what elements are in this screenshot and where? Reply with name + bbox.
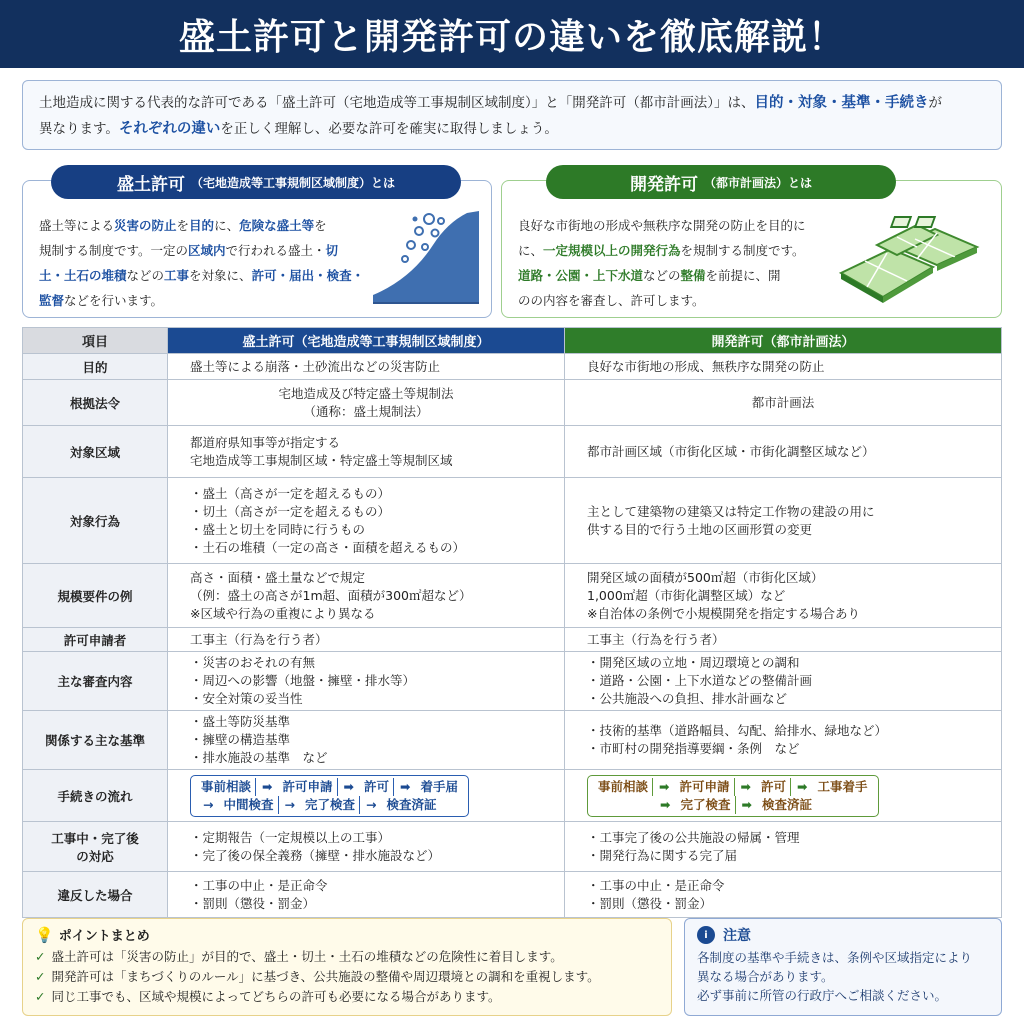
flow-step: 検査済証 [386,796,437,812]
cell-line: ・安全対策の妥当性 [190,691,303,706]
table-cell [168,628,565,652]
table-row [23,652,1002,711]
intro-text: 土地造成に関する代表的な許可である「盛土許可（宅地造成等工事規制区域制度）」と「開発許可（都市計画法）」は、 [39,95,755,111]
flow-step: 事前相談 [197,778,256,796]
row-label [23,711,168,770]
row-label [23,628,168,652]
flow-row [197,796,462,814]
arrow-icon: → [284,796,295,812]
cell-line: ※区域や行為の重複により異なる [190,605,376,621]
arrow-icon: → [366,796,377,812]
table-cell [168,652,565,711]
intro-text: 異なります。 [39,121,119,137]
table-cell [565,478,1002,564]
flow-step: 工事着手 [817,778,868,794]
text: のの内容を審査し、許可します。 [518,293,705,308]
table-cell [565,770,1002,822]
morido-card-text [39,213,374,313]
cell-line: ・完了後の保全義務（擁壁・排水施設など） [190,847,441,863]
row-label [23,652,168,711]
table-cell [565,872,1002,918]
cell-line: 盛土等による崩落・土砂流出などの災害防止 [190,358,441,374]
text: 切 [325,243,339,258]
note-line: 異なる場合があります。 [697,969,834,984]
check-icon: ✓ [35,949,46,964]
table-cell [168,380,565,426]
flow-row [594,796,872,814]
cell-line: 宅地造成及び特定盛土等規制法 [278,385,454,401]
flow-step: 許可申請 [676,778,735,796]
note-box [684,918,1002,1016]
text: 規制する制度です。一定の [39,243,189,258]
cell-line: 1,000㎡超（市街化調整区域）など [587,587,786,603]
table-cell [168,770,565,822]
cell-line: ・定期報告（一定規模以上の工事） [190,829,391,845]
cell-line: ・盛土（高さが一定を超えるもの） [190,485,391,501]
table-row [23,872,1002,918]
text: に、 [214,218,240,233]
lightbulb-icon: 💡 [35,925,54,944]
arrow-icon: ➡ [262,778,273,794]
arrow-icon: ➡ [741,796,752,812]
point-text: 同じ工事でも、区域や規模によってどちらの許可も必要になる場合があります。 [51,989,501,1004]
flow-step: 中間検査 [219,796,278,814]
arrow-icon: ➡ [797,778,808,794]
note-line: 各制度の基準や手続きは、条例や区域指定により [697,950,973,965]
table-row [23,628,1002,652]
cell-line: 良好な市街地の形成、無秩序な開発の防止 [587,358,825,374]
cell-line: ・盛土等防災基準 [190,714,291,729]
cell-line: ・工事の中止・是正命令 [190,877,328,893]
flow-row [197,778,462,796]
cell-line: 供する目的で行う土地の区画形質の変更 [587,521,813,537]
row-label-text: 規模要件の例 [57,588,133,604]
table-cell [565,426,1002,478]
table-row [23,711,1002,770]
table-cell [565,564,1002,628]
flow-step: 検査済証 [761,796,812,812]
table-cell [565,628,1002,652]
row-label-text: 対象行為 [69,513,120,529]
card-title-text: 盛土許可 [116,174,185,195]
table-row [23,822,1002,872]
cell-line: ・罰則（懲役・罰金） [190,895,316,911]
table-cell [565,380,1002,426]
flow-step: 許可申請 [279,778,338,796]
cell-line: ・切土（高さが一定を超えるもの） [190,503,391,519]
arrow-icon: ➡ [660,796,671,812]
intro-text: を正しく理解し、必要な許可を確実に取得しましょう。 [220,121,558,137]
row-label-text: 手続きの流れ [57,788,133,804]
cell-line: ・開発行為に関する完了届 [587,847,738,863]
points-title: ポイントまとめ [58,929,150,944]
cell-line: 都道府県知事等が指定する [190,434,341,450]
table-cell [565,711,1002,770]
table-row [23,564,1002,628]
text: 整備 [680,268,706,283]
text: を前提に、開 [705,268,781,283]
check-icon: ✓ [35,969,46,984]
flow-step: 事前相談 [594,778,653,796]
intro-box [22,80,1002,150]
table-row [23,478,1002,564]
note-line: 必ず事前に所管の行政庁へご相談ください。 [697,988,948,1003]
note-header [697,925,989,945]
table-row [23,426,1002,478]
text: 監督 [39,293,65,308]
text: 一定規模以上の開発行為 [543,243,681,258]
row-label-text: 工事中・完了後 [51,830,139,846]
land-parcels-icon [837,211,987,303]
cell-line: 宅地造成等工事規制区域・特定盛土等規制区域 [190,452,453,468]
cell-line: ・罰則（懲役・罰金） [587,895,713,911]
kaihatsu-card-title [546,165,896,199]
procedure-flow [190,775,469,817]
text: に、 [518,243,544,258]
table-cell [168,711,565,770]
table-cell [565,822,1002,872]
points-summary [22,918,672,1016]
morido-card [22,174,492,318]
row-label [23,770,168,822]
cell-line: ・土石の堆積（一定の高さ・面積を超えるもの） [190,539,466,555]
text: で行われる盛土・ [225,243,326,258]
check-icon: ✓ [35,989,46,1004]
cell-line: ・開発区域の立地・周辺環境との調和 [587,655,800,670]
point-item [35,987,659,1007]
row-label [23,478,168,564]
flow-step: 許可 [757,778,791,796]
row-label-text: の対応 [76,848,114,864]
cell-line: 開発区域の面積が500㎡超（市街化区域） [587,569,824,585]
procedure-flow [587,775,879,817]
text: などの [126,268,165,283]
text: を対象に、 [189,268,252,283]
row-label [23,380,168,426]
cell-line: 都市計画法 [751,394,815,410]
header-item: 項目 [23,328,168,354]
table-cell [168,564,565,628]
text: 危険な盛土等 [239,218,315,233]
cell-line: ・災害のおそれの有無 [190,655,316,670]
row-label-text: 許可申請者 [63,632,127,648]
arrow-icon: ➡ [400,778,411,794]
morido-card-title [51,165,461,199]
text: 許可・届出・検査・ [251,268,365,283]
row-label [23,822,168,872]
table-cell [168,426,565,478]
card-title-text: 開発許可 [629,174,698,195]
kaihatsu-card-text [518,213,834,313]
point-item [35,967,659,987]
info-icon: i [697,926,715,944]
text: を規制する制度です。 [680,243,805,258]
cell-line: （例：盛土の高さが1m超、面積が300㎡超など） [190,587,472,603]
text: 災害の防止 [114,218,177,233]
row-label [23,426,168,478]
cell-line: ・周辺への影響（地盤・擁壁・排水等） [190,673,416,688]
row-label-text: 根拠法令 [69,395,120,411]
arrow-icon: ➡ [740,778,751,794]
flow-step: 許可 [360,778,394,796]
text: などの [643,268,681,283]
cell-line: ・技術的基準（道路幅員、勾配、給排水、緑地など） [587,723,888,738]
arrow-icon: ➡ [659,778,670,794]
cell-line: ・道路・公園・上下水道などの整備計画 [587,673,813,688]
table-cell [565,354,1002,380]
table-cell [168,872,565,918]
cell-line: ・公共施設への負担、排水計画など [587,691,788,706]
text: を [314,218,327,233]
text: 目的 [189,218,215,233]
cell-line: 工事主（行為を行う者） [587,631,725,647]
point-item [35,947,659,967]
cell-line: ・工事完了後の公共施設の帰属・管理 [587,829,800,845]
points-header [35,925,659,944]
arrow-icon: → [203,796,214,812]
table-row [23,770,1002,822]
row-label-text: 対象区域 [69,444,120,460]
text: などを行います。 [64,293,164,308]
text: 区域内 [188,243,226,258]
text: 良好な市街地の形成や無秩序な開発の防止を目的に [518,218,806,233]
kaihatsu-card [501,174,1002,318]
text: 道路・公園・上下水道 [518,268,644,283]
header-kaihatsu: 開発許可（都市計画法） [565,328,1002,354]
table-cell [168,354,565,380]
table-row [23,380,1002,426]
cell-line: ・市町村の開発指導要綱・条例 など [587,741,800,756]
row-label-text: 主な審査内容 [57,674,133,689]
row-label-text: 目的 [82,359,108,375]
table-cell [565,652,1002,711]
landslide-icon [371,199,483,307]
row-label-text: 関係する主な基準 [44,733,145,748]
note-title: 注意 [723,928,751,944]
cell-line: ・排水施設の基準 など [190,750,328,765]
table-cell [168,822,565,872]
cell-line: ・盛土と切土を同時に行うもの [190,521,366,537]
cell-line: （通称：盛土規制法） [303,403,429,419]
point-text: 盛土許可は「災害の防止」が目的で、盛土・切土・土石の堆積などの危険性に着目します。 [51,949,563,964]
card-title-sub: （宅地造成等工事規制区域制度）とは [190,175,395,190]
text: を [176,218,190,233]
text: 盛土等による [39,218,115,233]
row-label-text: 違反した場合 [57,887,133,903]
intro-highlight: 目的・対象・基準・手続き [754,95,929,111]
row-label [23,354,168,380]
cell-line: ・擁壁の構造基準 [190,732,291,747]
page-title: 盛土許可と開発許可の違いを徹底解説！ [178,16,845,58]
cell-line: ・工事の中止・是正命令 [587,877,725,893]
point-text: 開発許可は「まちづくりのルール」に基づき、公共施設の整備や周辺環境との調和を重視します。 [51,969,600,984]
comparison-table [22,327,1002,918]
header-morido: 盛土許可（宅地造成等工事規制区域制度） [168,328,565,354]
cell-line: 高さ・面積・盛土量などで規定 [190,569,366,585]
cell-line: 工事主（行為を行う者） [190,631,328,647]
row-label [23,564,168,628]
table-cell [168,478,565,564]
flow-step: 完了検査 [676,796,735,814]
arrow-icon: ➡ [343,778,354,794]
card-title-sub: （都市計画法）とは [703,175,812,190]
flow-step: 着手届 [420,778,459,794]
row-label [23,872,168,918]
cell-line: 主として建築物の建築又は特定工作物の建設の用に [587,503,875,519]
cell-line: 都市計画区域（市街化区域・市街化調整区域など） [587,443,875,459]
intro-highlight: それぞれの違い [118,121,221,137]
text: 工事 [164,268,190,283]
cell-line: ※自治体の条例で小規模開発を指定する場合あり [587,605,860,621]
flow-row [594,778,872,796]
page-header [0,0,1024,68]
text: 土・土石の堆積 [39,268,127,283]
intro-text: が [928,95,942,111]
flow-step: 完了検査 [301,796,360,814]
table-row [23,354,1002,380]
